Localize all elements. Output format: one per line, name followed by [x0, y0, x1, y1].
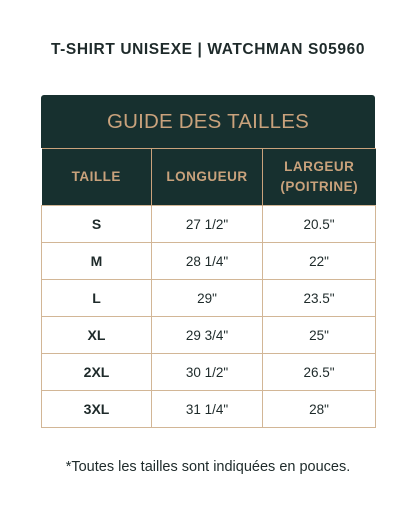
- footnote: *Toutes les tailles sont indiquées en pouces.: [65, 459, 351, 475]
- column-header-largeur-line2: (POITRINE): [280, 179, 359, 194]
- size-cell: L: [42, 280, 152, 317]
- largeur-cell: 23.5": [263, 280, 376, 317]
- longueur-cell: 28 1/4": [152, 243, 263, 280]
- table-row: [42, 391, 376, 428]
- largeur-cell: 26.5": [263, 354, 376, 391]
- product-title: T-SHIRT UNISEXE | WATCHMAN S05960: [50, 41, 366, 58]
- largeur-cell: 20.5": [263, 206, 376, 243]
- longueur-cell: 27 1/2": [152, 206, 263, 243]
- longueur-cell: 29 3/4": [152, 317, 263, 354]
- column-header-largeur-line1: LARGEUR: [284, 159, 355, 174]
- longueur-cell: 29": [152, 280, 263, 317]
- table-header-row: [42, 149, 376, 206]
- size-cell: XL: [42, 317, 152, 354]
- column-header-longueur: LONGUEUR: [152, 149, 263, 206]
- size-guide-title: GUIDE DES TAILLES: [41, 95, 375, 148]
- largeur-cell: 28": [263, 391, 376, 428]
- column-header-largeur: [263, 149, 376, 206]
- table-row: [42, 243, 376, 280]
- largeur-cell: 22": [263, 243, 376, 280]
- size-cell: S: [42, 206, 152, 243]
- largeur-cell: 25": [263, 317, 376, 354]
- size-cell: 2XL: [42, 354, 152, 391]
- size-cell: 3XL: [42, 391, 152, 428]
- size-guide: [41, 95, 375, 428]
- longueur-cell: 31 1/4": [152, 391, 263, 428]
- size-cell: M: [42, 243, 152, 280]
- column-header-taille: TAILLE: [42, 149, 152, 206]
- table-row: [42, 317, 376, 354]
- longueur-cell: 30 1/2": [152, 354, 263, 391]
- table-row: [42, 206, 376, 243]
- size-table: [41, 148, 376, 428]
- table-row: [42, 354, 376, 391]
- table-row: [42, 280, 376, 317]
